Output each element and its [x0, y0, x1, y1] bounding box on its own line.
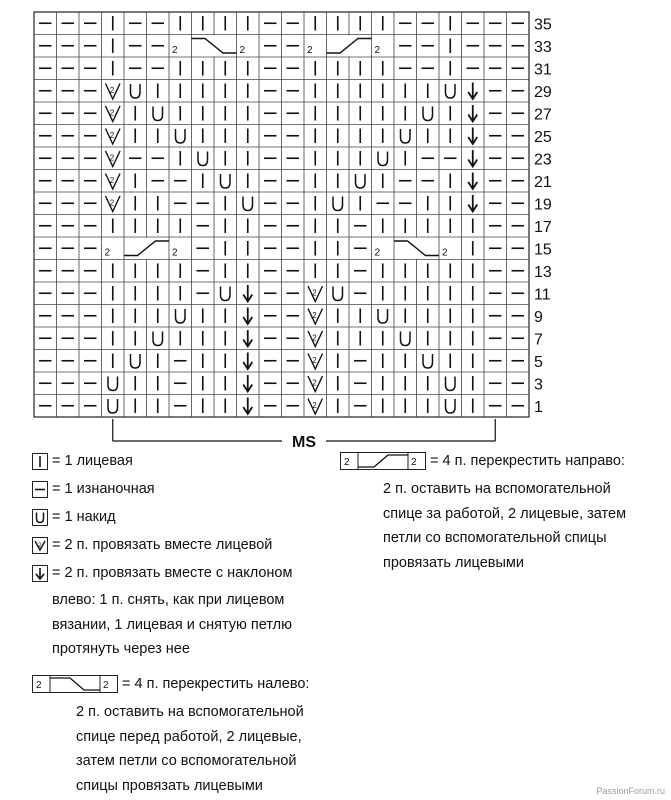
k2tog-count: 2: [312, 355, 317, 365]
legend-k2tog: [32, 535, 272, 555]
row-number: 5: [534, 353, 543, 371]
row-number: 21: [534, 173, 552, 191]
legend-cable-right-text: = 4 п. перекрестить направо:: [430, 453, 625, 469]
chart-grid: [30, 8, 570, 448]
row-number: 19: [534, 196, 552, 214]
cable-count-label: 2: [307, 45, 313, 56]
cable-count-label: 2: [104, 247, 111, 259]
watermark: PassionForum.ru: [596, 786, 665, 796]
yarn-over-icon: [32, 509, 48, 526]
legend-purl-text: = 1 изнаночная: [52, 481, 155, 497]
legend-yo: [32, 507, 116, 527]
k2tog-count: 2: [109, 85, 115, 95]
knitting-chart: [30, 8, 570, 448]
ssk-arrow-icon: [32, 565, 48, 582]
k2tog-count: 2: [312, 333, 317, 343]
cable-count-label: 2: [374, 247, 381, 259]
legend-ssk: [32, 563, 292, 583]
cable-count-label: 2: [442, 247, 448, 259]
k2tog-count: 2: [312, 400, 317, 410]
svg-text:2: 2: [344, 457, 350, 468]
knit-symbol-icon: [32, 453, 48, 470]
row-number: 23: [534, 151, 552, 169]
cable-count-label: 2: [172, 45, 178, 56]
row-number: 33: [534, 38, 552, 56]
row-number: 7: [534, 331, 543, 349]
k2tog-count: 2: [109, 108, 115, 118]
k2tog-count: 2: [109, 153, 115, 163]
legend-k2tog-text: = 2 п. провязать вместе лицевой: [52, 537, 273, 553]
row-number: 27: [534, 106, 552, 124]
row-number: 3: [534, 376, 543, 394]
row-number: 17: [534, 218, 552, 236]
legend-cable-left: [32, 674, 309, 694]
row-number: 15: [534, 241, 552, 259]
cable-count-label: 2: [239, 45, 246, 56]
row-number: 9: [534, 308, 543, 326]
purl-symbol-icon: [32, 481, 48, 498]
legend-cable-right: [340, 451, 625, 471]
ms-label: MS: [292, 434, 316, 448]
k2tog-count: 2: [109, 175, 115, 185]
k2tog-count: 2: [109, 198, 115, 208]
cable-right-icon: [340, 452, 426, 470]
legend-yo-text: = 1 накид: [52, 509, 116, 525]
svg-text:2: 2: [411, 457, 417, 468]
row-number: 29: [534, 83, 552, 101]
legend-cable-left-text: = 4 п. перекрестить налево:: [122, 676, 310, 692]
row-number: 25: [534, 128, 552, 146]
k2tog-count: 2: [312, 310, 317, 320]
legend-ssk-desc: влево: 1 п. снять, как при лицевом вязании, 1 лицевая и снятую петлю протянуть через нее: [52, 592, 293, 657]
legend-knit-text: = 1 лицевая: [52, 453, 133, 469]
row-number: 1: [534, 398, 543, 416]
legend-ssk-text: = 2 п. провязать вместе с наклоном: [52, 565, 293, 581]
k2tog-count: 2: [312, 288, 317, 298]
row-number: 31: [534, 61, 552, 79]
svg-text:2: 2: [38, 541, 42, 549]
k2tog-count: 2: [109, 130, 115, 140]
row-number: 13: [534, 263, 552, 281]
legend-purl: [32, 479, 155, 499]
row-number: 11: [534, 286, 551, 304]
svg-text:2: 2: [36, 680, 42, 691]
k2tog-count: 2: [312, 378, 317, 388]
legend-knit: [32, 451, 133, 471]
k2tog-icon: [32, 537, 48, 554]
legend-cable-left-desc: 2 п. оставить на вспомогательной спице перед работой, 2 лицевые, затем петли со вспомогательной спицы провязать лицевыми: [76, 704, 304, 794]
cable-left-icon: [32, 675, 118, 693]
svg-text:2: 2: [103, 680, 109, 691]
cable-count-label: 2: [374, 45, 381, 56]
cable-count-label: 2: [172, 247, 178, 259]
row-number: 35: [534, 16, 552, 34]
legend-cable-right-desc: 2 п. оставить на вспомогательной спице за работой, 2 лицевые, затем петли со вспомогательной спицы провязать лицевыми: [383, 481, 627, 571]
